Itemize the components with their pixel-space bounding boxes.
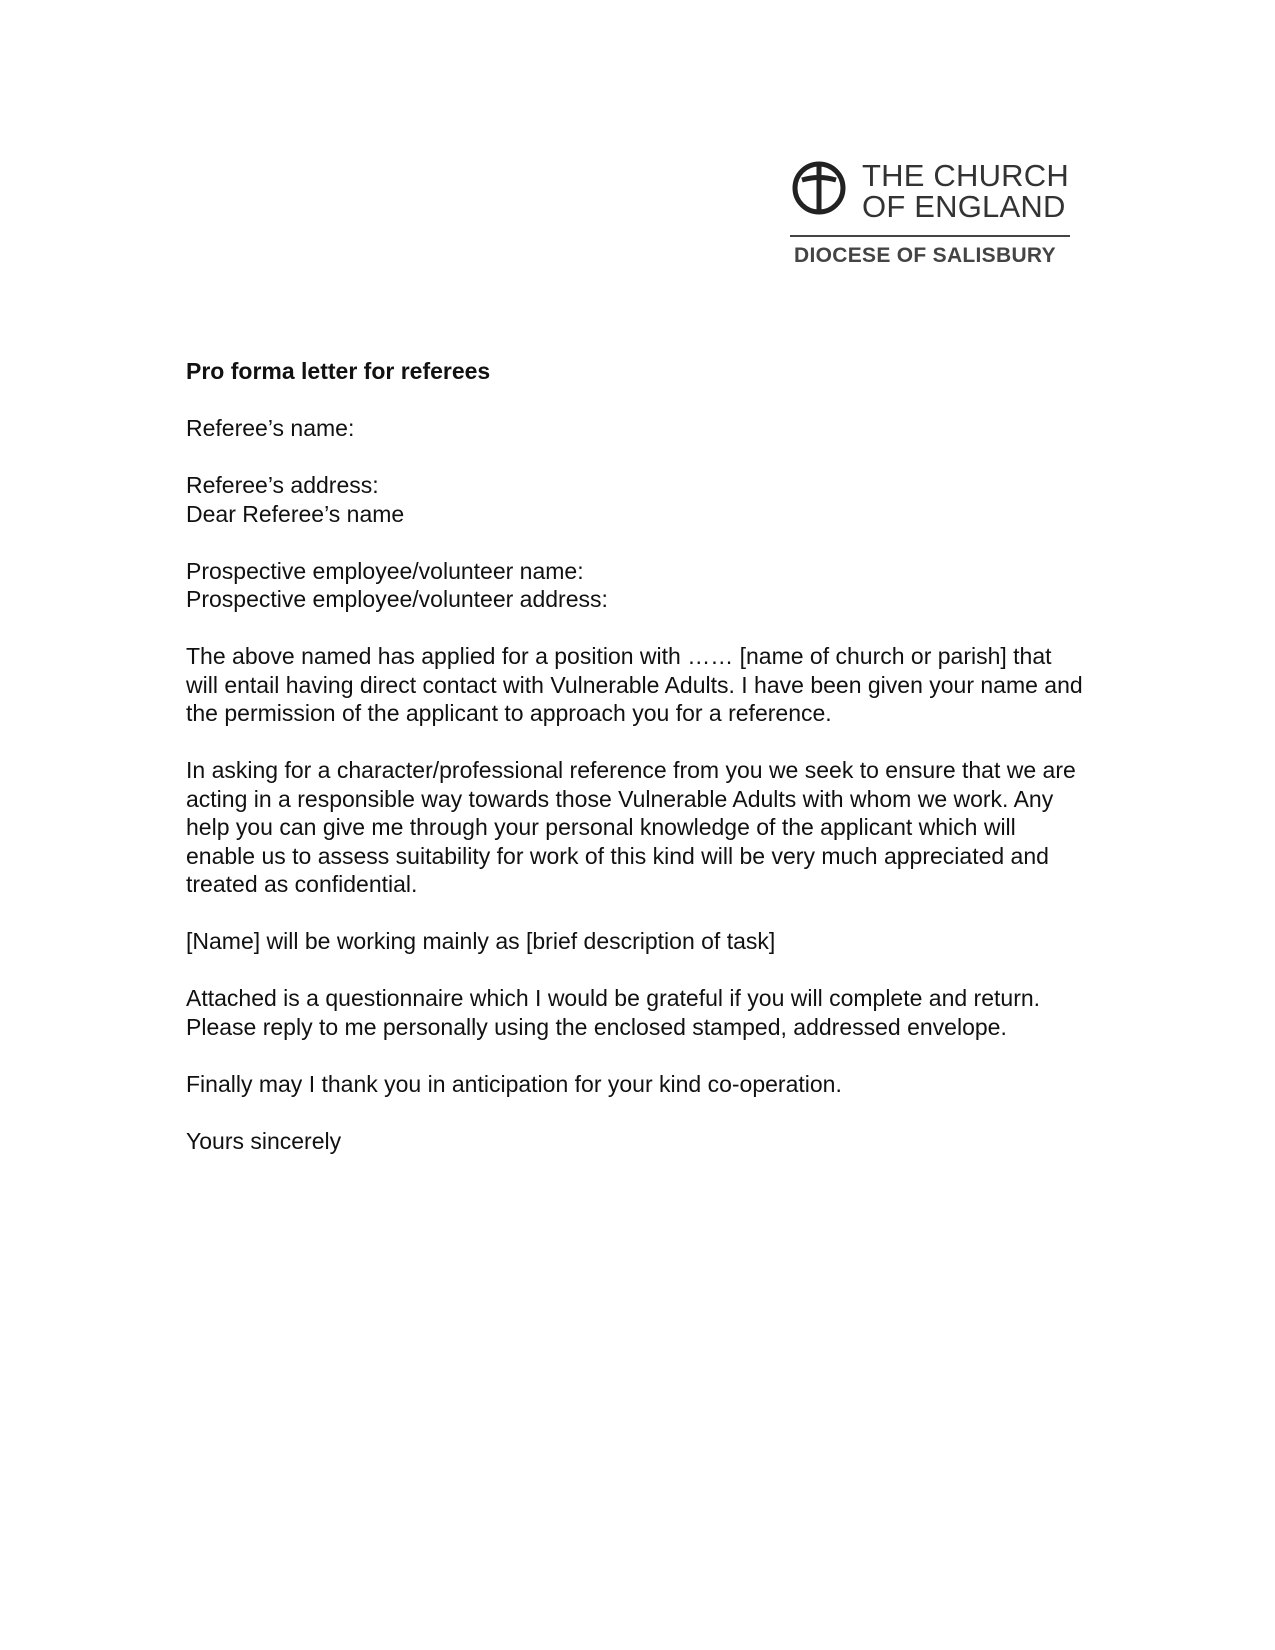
paragraph-role: [Name] will be working mainly as [brief description of task]	[186, 928, 776, 954]
logo-text-line-2: OF ENGLAND	[862, 189, 1066, 224]
referee-name-field: Referee’s name:	[186, 415, 355, 441]
prospective-name-field: Prospective employee/volunteer name:	[186, 557, 584, 584]
logo-text-line-1: THE CHURCH	[862, 158, 1069, 193]
logo-diocese-name: DIOCESE OF SALISBURY	[794, 244, 1056, 267]
closing: Yours sincerely	[186, 1127, 342, 1154]
prospective-address-field: Prospective employee/volunteer address:	[186, 586, 608, 612]
referee-address-field: Referee’s address:	[186, 472, 379, 498]
letter-title: Pro forma letter for referees	[186, 358, 491, 384]
salutation: Dear Referee’s name	[186, 500, 405, 527]
church-of-england-cross-icon	[790, 158, 850, 218]
church-of-england-logo	[790, 158, 1075, 268]
letter-body	[186, 357, 1086, 1184]
logo-divider	[790, 235, 1070, 237]
paragraph-reference-purpose: In asking for a character/professional reference from you we seek to ensure that we are acting in a responsible way towards those Vulnerable Adults with whom we work. Any help you can give me through your personal knowledge of the applicant which will enable us to assess suitability for work of this kind will be very much appreciated and treated as confidential.	[186, 757, 1076, 897]
paragraph-questionnaire: Attached is a questionnaire which I would be grateful if you will complete and return. Please reply to me personally using the enclosed stamped, addressed envelope.	[186, 985, 1041, 1040]
paragraph-thanks: Finally may I thank you in anticipation for your kind co-operation.	[186, 1070, 842, 1097]
paragraph-position: The above named has applied for a position with …… [name of church or parish] that will entail having direct contact with Vulnerable Adults. I have been given your name and the permission of the applicant to approach you for a reference.	[186, 643, 1083, 726]
